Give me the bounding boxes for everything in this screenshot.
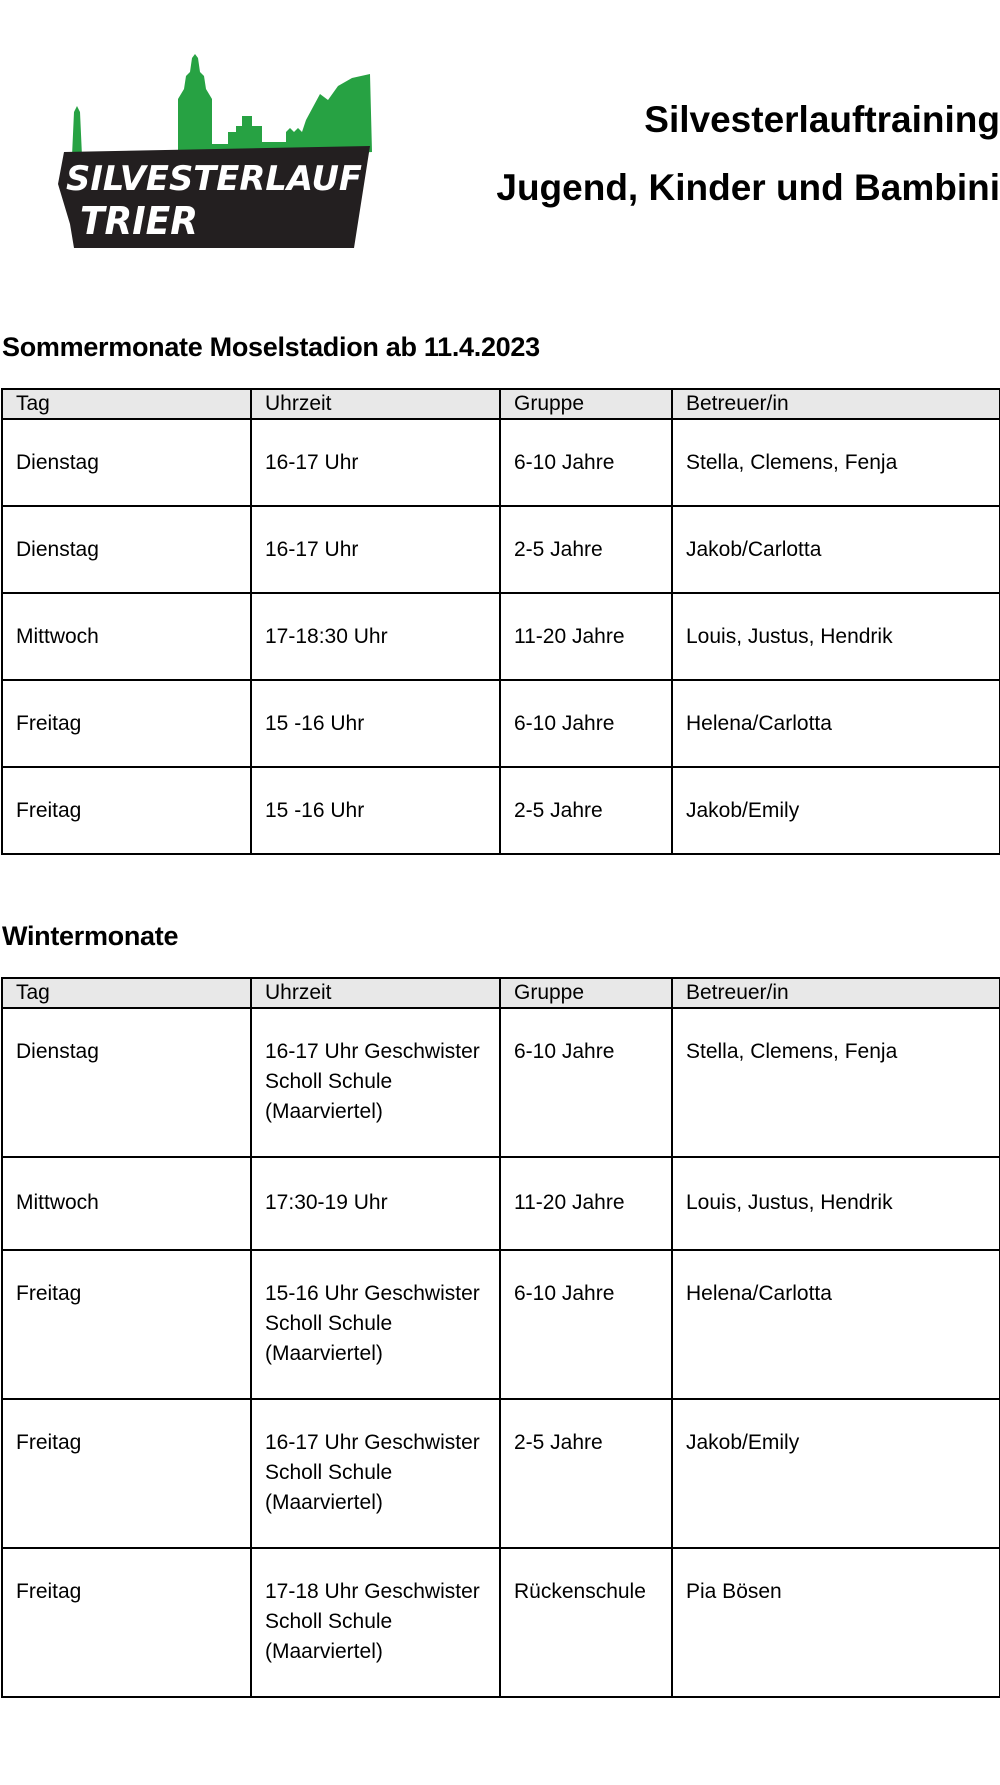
- cell-betreuer: Jakob/Carlotta: [672, 506, 1000, 593]
- cell-gruppe: 2-5 Jahre: [500, 1399, 672, 1548]
- cell-betreuer: Louis, Justus, Hendrik: [672, 1157, 1000, 1250]
- cell-gruppe: 6-10 Jahre: [500, 680, 672, 767]
- cell-uhrzeit: 16-17 Uhr Geschwister Scholl Schule (Maarviertel): [251, 1008, 500, 1157]
- silvesterlauf-trier-logo: [58, 54, 378, 249]
- table-row: [2, 593, 1000, 680]
- logo-skyline: [66, 54, 372, 158]
- table-row: [2, 1157, 1000, 1250]
- table-header-row: [2, 389, 1000, 419]
- cell-uhrzeit: 16-17 Uhr: [251, 419, 500, 506]
- table-row: [2, 1399, 1000, 1548]
- cell-tag: Dienstag: [2, 419, 251, 506]
- logo-text-line2: TRIER: [80, 199, 198, 243]
- table-row: [2, 680, 1000, 767]
- cell-uhrzeit: 17-18 Uhr Geschwister Scholl Schule (Maarviertel): [251, 1548, 500, 1697]
- summer-heading: Sommermonate Moselstadion ab 11.4.2023: [2, 332, 540, 362]
- cell-gruppe: 6-10 Jahre: [500, 1008, 672, 1157]
- cell-tag: Mittwoch: [2, 1157, 251, 1250]
- column-header: Tag: [2, 978, 251, 1008]
- cell-tag: Mittwoch: [2, 593, 251, 680]
- column-header: Gruppe: [500, 978, 672, 1008]
- cell-gruppe: 6-10 Jahre: [500, 1250, 672, 1399]
- logo-graphic: [58, 54, 378, 249]
- column-header: Betreuer/in: [672, 389, 1000, 419]
- table-row: [2, 1250, 1000, 1399]
- winter-heading: Wintermonate: [2, 921, 179, 951]
- cell-betreuer: Pia Bösen: [672, 1548, 1000, 1697]
- cell-uhrzeit: 16-17 Uhr: [251, 506, 500, 593]
- cell-tag: Dienstag: [2, 1008, 251, 1157]
- cell-tag: Dienstag: [2, 506, 251, 593]
- cell-gruppe: 2-5 Jahre: [500, 767, 672, 854]
- column-header: Tag: [2, 389, 251, 419]
- column-header: Uhrzeit: [251, 389, 500, 419]
- table-row: [2, 419, 1000, 506]
- document-title: [496, 100, 1000, 208]
- cell-gruppe: 11-20 Jahre: [500, 593, 672, 680]
- logo-text-line1: SILVESTERLAUF: [66, 159, 362, 199]
- cell-tag: Freitag: [2, 1399, 251, 1548]
- table-row: [2, 1548, 1000, 1697]
- cell-betreuer: Helena/Carlotta: [672, 1250, 1000, 1399]
- column-header: Gruppe: [500, 389, 672, 419]
- cell-betreuer: Stella, Clemens, Fenja: [672, 419, 1000, 506]
- cell-tag: Freitag: [2, 1548, 251, 1697]
- title-line-1: Silvesterlauftraining: [644, 99, 1000, 140]
- cell-gruppe: Rückenschule: [500, 1548, 672, 1697]
- title-line-2: Jugend, Kinder und Bambini: [496, 167, 1000, 208]
- cell-betreuer: Stella, Clemens, Fenja: [672, 1008, 1000, 1157]
- cell-uhrzeit: 16-17 Uhr Geschwister Scholl Schule (Maarviertel): [251, 1399, 500, 1548]
- winter-schedule-table: [1, 977, 1000, 1698]
- cell-betreuer: Louis, Justus, Hendrik: [672, 593, 1000, 680]
- table-row: [2, 506, 1000, 593]
- table-row: [2, 1008, 1000, 1157]
- cell-tag: Freitag: [2, 1250, 251, 1399]
- cell-betreuer: Helena/Carlotta: [672, 680, 1000, 767]
- cell-betreuer: Jakob/Emily: [672, 1399, 1000, 1548]
- cell-uhrzeit: 17:30-19 Uhr: [251, 1157, 500, 1250]
- cell-gruppe: 6-10 Jahre: [500, 419, 672, 506]
- column-header: Uhrzeit: [251, 978, 500, 1008]
- summer-schedule-table: [1, 388, 1000, 855]
- column-header: Betreuer/in: [672, 978, 1000, 1008]
- cell-betreuer: Jakob/Emily: [672, 767, 1000, 854]
- cell-tag: Freitag: [2, 680, 251, 767]
- cell-gruppe: 2-5 Jahre: [500, 506, 672, 593]
- table-header-row: [2, 978, 1000, 1008]
- cell-uhrzeit: 17-18:30 Uhr: [251, 593, 500, 680]
- cell-gruppe: 11-20 Jahre: [500, 1157, 672, 1250]
- cell-uhrzeit: 15 -16 Uhr: [251, 767, 500, 854]
- cell-uhrzeit: 15 -16 Uhr: [251, 680, 500, 767]
- table-row: [2, 767, 1000, 854]
- cell-uhrzeit: 15-16 Uhr Geschwister Scholl Schule (Maarviertel): [251, 1250, 500, 1399]
- cell-tag: Freitag: [2, 767, 251, 854]
